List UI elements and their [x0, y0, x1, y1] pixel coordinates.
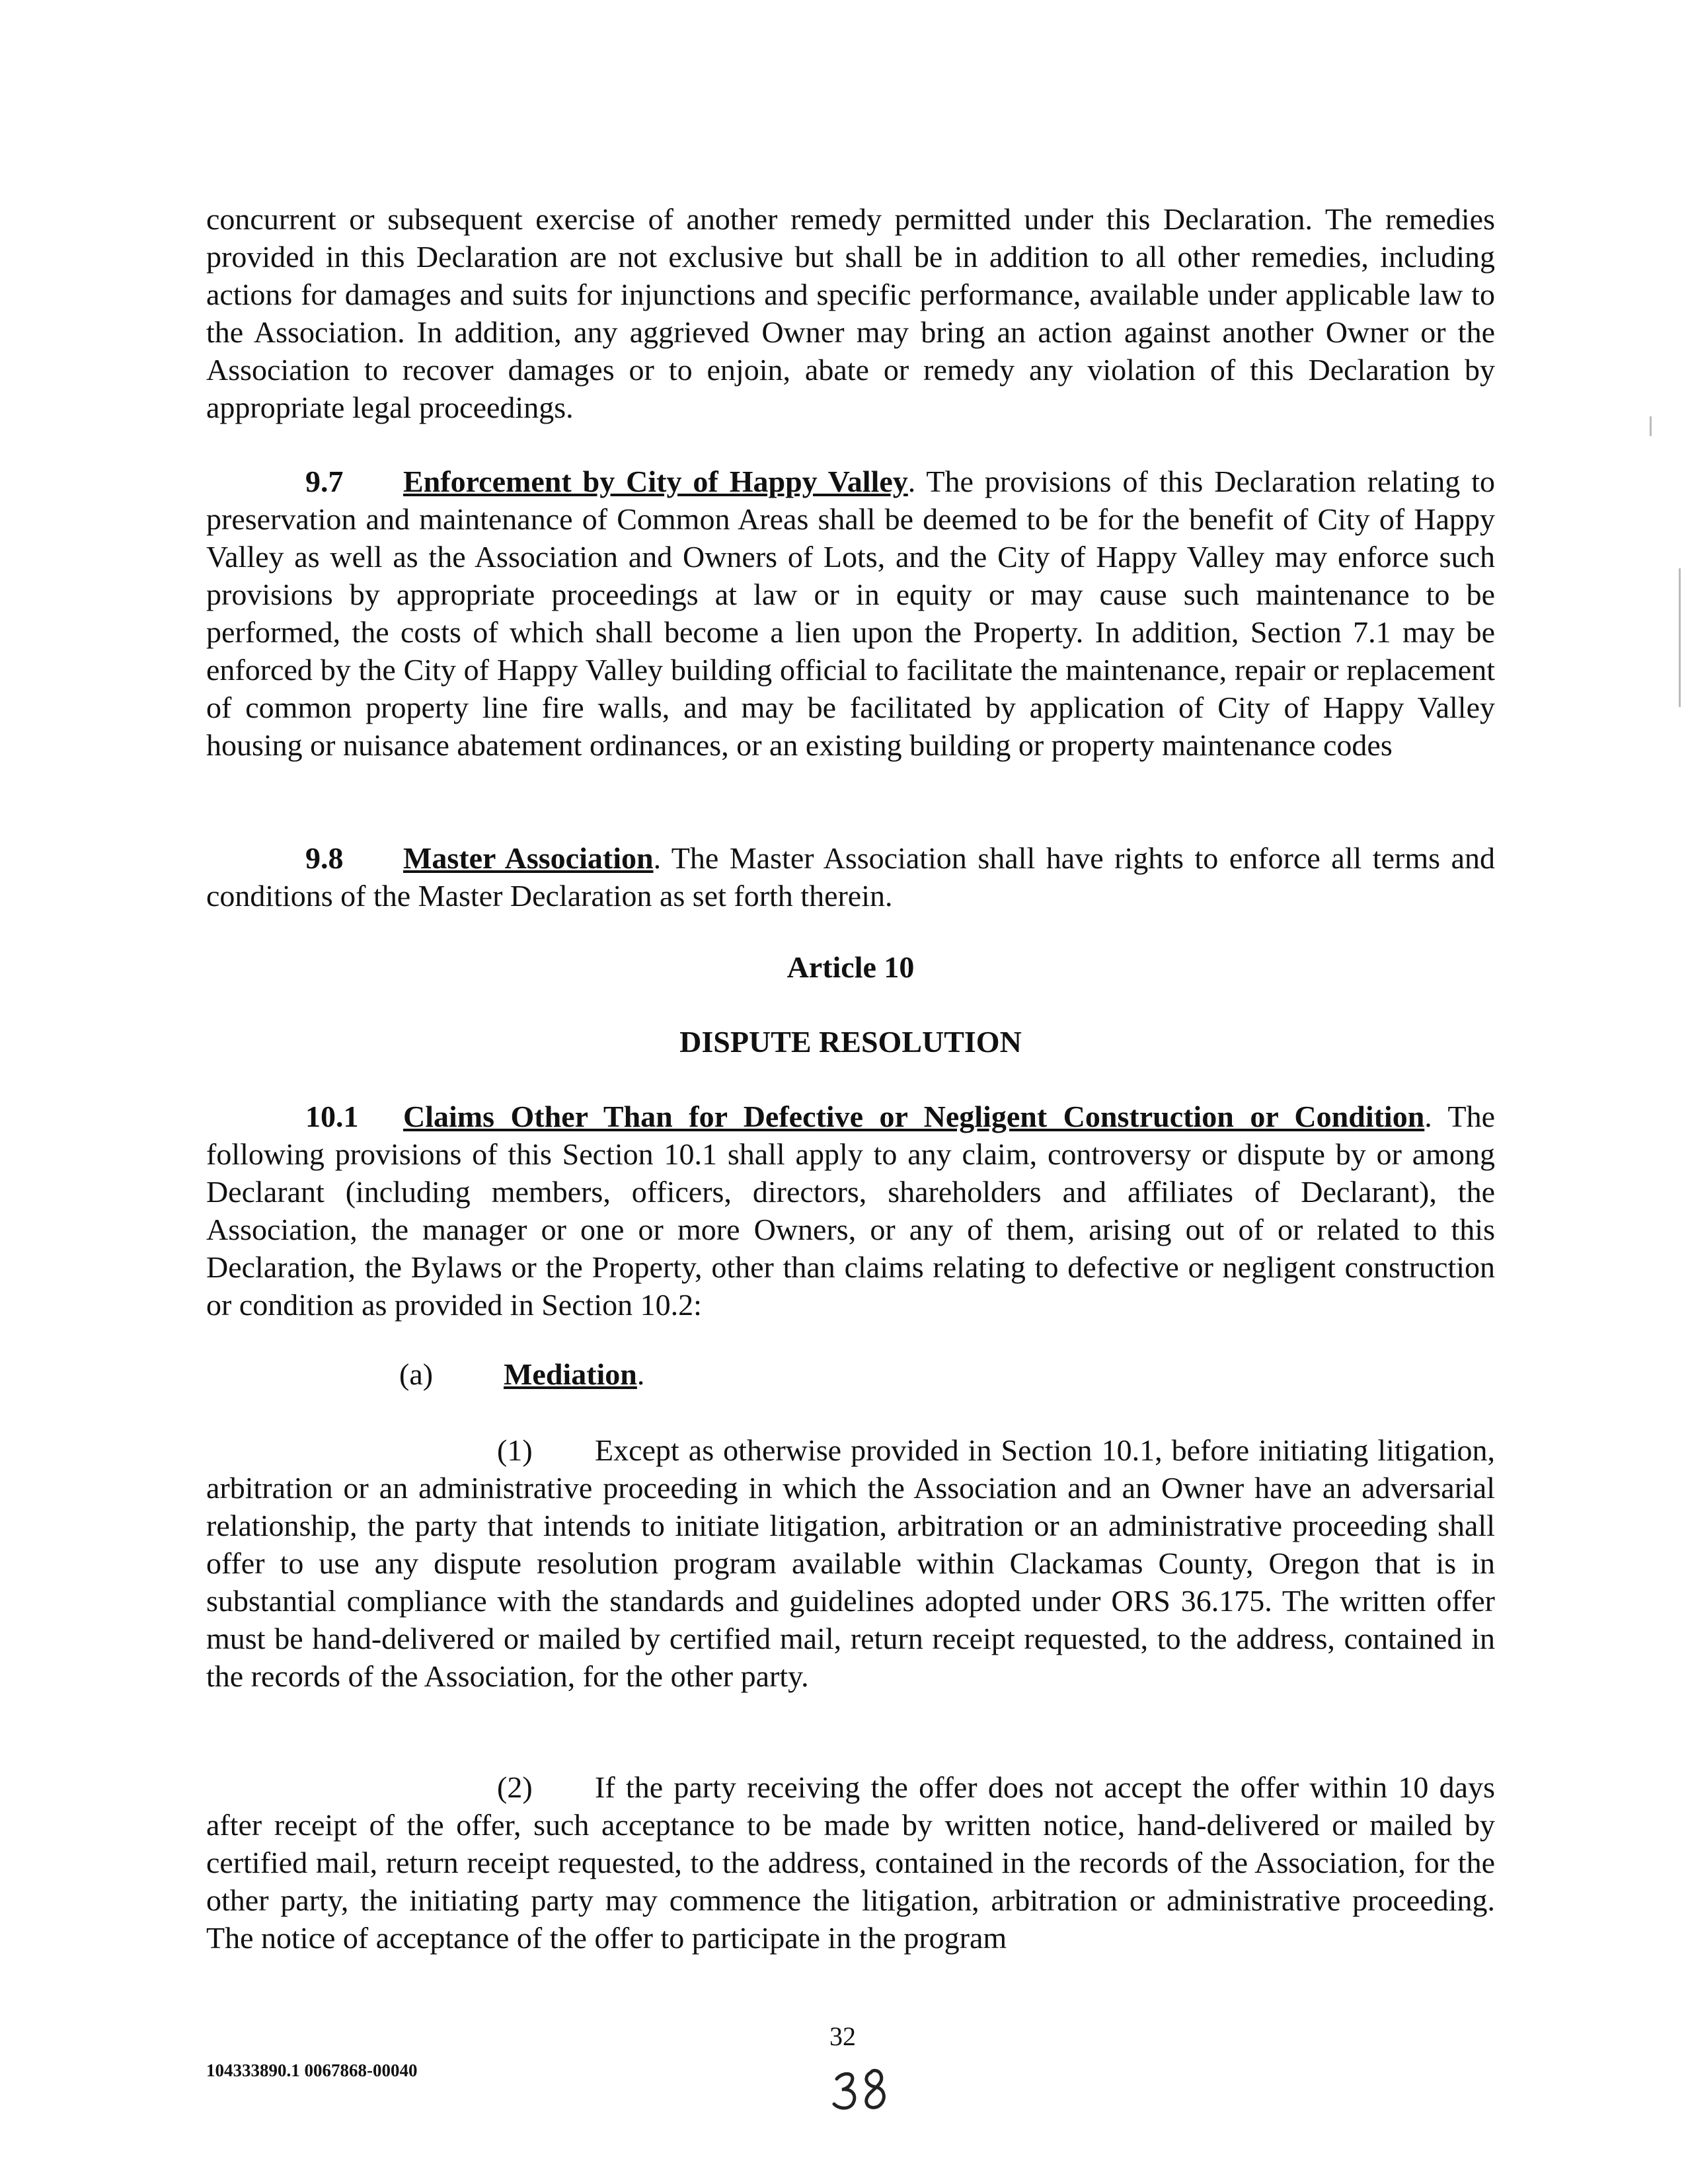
subsection-a: [399, 1355, 644, 1393]
section-10-1: [206, 1098, 1495, 1324]
article-title: DISPUTE RESOLUTION: [679, 1025, 1022, 1059]
section-9-8: [206, 839, 1495, 915]
document-id: 104333890.1 0067868-00040: [206, 2060, 418, 2080]
paragraph-remedies-continuation: concurrent or subsequent exercise of another remedy permitted under this Declaration. The remedies provided in this Declaration are not exclusive but shall be in addition to all other remedies, including actions for damages and suits for injunctions and specific performance, available under applicable law to the Association. In addition, any aggrieved Owner may bring an action against another Owner or the Association to recover damages or to enjoin, abate or remedy any violation of this Declaration by appropriate legal proceedings.: [206, 202, 1495, 424]
scan-edge-mark: [1679, 568, 1681, 707]
subsection-a-label: (a): [399, 1357, 434, 1391]
section-9-7-number: 9.7: [305, 465, 344, 498]
section-10-1-title: Claims Other Than for Defective or Negligent Construction or Condition: [403, 1100, 1425, 1133]
section-9-8-title: Master Association: [403, 841, 654, 875]
section-9-7: [206, 463, 1495, 764]
item-2-text: If the party receiving the offer does not accept the offer within 10 days after receipt of the offer, such acceptance to be made by written notice, hand-delivered or mailed by certified mail, return receipt requested, to the address, contained in the records of the Association, for the other party, the initiating party may commence the litigation, arbitration or administrative proceeding. The notice of acceptance of the offer to participate in the program: [206, 1770, 1495, 1955]
section-9-7-title: Enforcement by City of Happy Valley: [403, 465, 908, 498]
item-1-label: (1): [497, 1433, 533, 1467]
item-1: [206, 1431, 1495, 1695]
section-10-1-text: . The following provisions of this Section 10.1 shall apply to any claim, controversy or dispute by or among Declarant (including members, officers, directors, shareholders and affiliates of Declarant), the Association, the manager or one or more Owners, or any of them, arising out of or related to this Declaration, the Bylaws or the Property, other than claims relating to defective or negligent construction or condition as provided in Section 10.2:: [206, 1100, 1495, 1322]
subsection-a-title: Mediation: [504, 1357, 637, 1391]
section-9-8-number: 9.8: [305, 841, 344, 875]
item-1-text: Except as otherwise provided in Section 10.1, before initiating litigation, arbitration or an administrative proceeding in which the Association and an Owner have an adversarial relationship, the party that intends to initiate litigation, arbitration or an administrative proceeding shall offer to use any dispute resolution program available within Clackamas County, Oregon that is in substantial compliance with the standards and guidelines adopted under ORS 36.175. The written offer must be hand-delivered or mailed by certified mail, return receipt requested, to the address, contained in the records of the Association, for the other party.: [206, 1433, 1495, 1693]
page-number: 32: [829, 2021, 856, 2051]
subsection-a-suffix: .: [636, 1357, 645, 1391]
section-9-8-text: . The Master Association shall have rights to enforce all terms and conditions of the Master Declaration as set forth therein.: [206, 841, 1495, 913]
handwritten-page-number: [831, 2067, 891, 2113]
scan-margin-mark: [1650, 416, 1652, 436]
section-9-7-text: . The provisions of this Declaration relating to preservation and maintenance of Common Areas shall be deemed to be for the benefit of City of Happy Valley as well as the Association and Owners of Lots, and the City of Happy Valley may enforce such provisions by appropriate proceedings at law or in equity or may cause such maintenance to be performed, the costs of which shall become a lien upon the Property. In addition, Section 7.1 may be enforced by the City of Happy Valley building official to facilitate the maintenance, repair or replacement of common property line fire walls, and may be facilitated by application of City of Happy Valley housing or nuisance abatement ordinances, or an existing building or property maintenance codes: [206, 465, 1496, 762]
item-2: [206, 1768, 1495, 1957]
article-number: Article 10: [786, 950, 915, 984]
item-2-label: (2): [497, 1770, 533, 1804]
section-10-1-number: 10.1: [305, 1100, 359, 1133]
